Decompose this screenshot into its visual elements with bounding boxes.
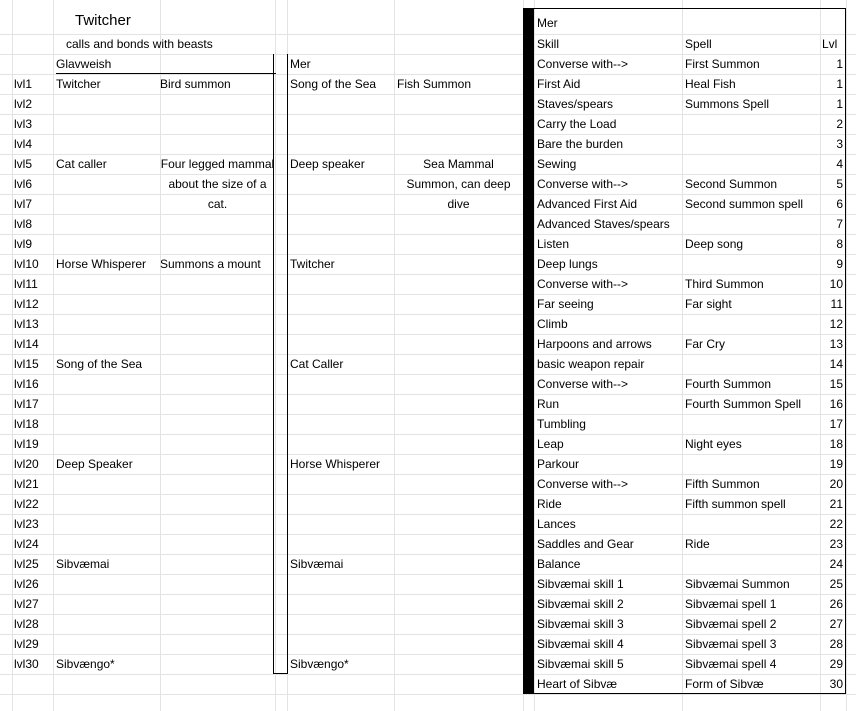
level-label[interactable]: lvl28 <box>14 617 39 631</box>
skill-cell[interactable]: Deep lungs <box>537 257 598 271</box>
skill-cell[interactable]: Heart of Sibvæ <box>537 677 618 691</box>
skill-cell[interactable]: Harpoons and arrows <box>537 337 652 351</box>
skill-cell[interactable]: Balance <box>537 557 581 571</box>
spell-cell[interactable]: First Summon <box>685 57 760 71</box>
skill-cell[interactable]: Converse with--> <box>537 477 629 491</box>
level-label[interactable]: lvl14 <box>14 337 39 351</box>
skill-cell[interactable]: Tumbling <box>537 417 586 431</box>
lvl-cell[interactable]: 29 <box>829 657 843 671</box>
lvl-cell[interactable]: 4 <box>836 157 843 171</box>
lvl-cell[interactable]: 6 <box>836 197 843 211</box>
level-label[interactable]: lvl3 <box>14 117 33 131</box>
lvl-cell[interactable]: 14 <box>829 357 843 371</box>
lvl-cell[interactable]: 1 <box>836 57 843 71</box>
gridline-vertical <box>820 0 821 711</box>
mer-table-right-border <box>845 8 846 694</box>
lvl-cell[interactable]: 21 <box>829 497 843 511</box>
gridline-horizontal <box>0 214 856 215</box>
glavweish-class-note[interactable]: Four legged mammal about the size of a cat. <box>160 157 275 211</box>
level-label[interactable]: lvl6 <box>14 177 33 191</box>
level-label[interactable]: lvl11 <box>14 277 38 291</box>
glavweish-class-name[interactable]: Twitcher <box>56 77 101 91</box>
mer-class-name[interactable]: Horse Whisperer <box>290 457 381 471</box>
gridline-horizontal <box>0 334 856 335</box>
level-label[interactable]: lvl30 <box>14 657 39 671</box>
lvl-cell[interactable]: 18 <box>829 437 843 451</box>
skill-cell[interactable]: Listen <box>537 237 570 251</box>
divider-bottom <box>273 673 288 674</box>
lvl-cell[interactable]: 24 <box>829 557 843 571</box>
lvl-cell[interactable]: 15 <box>829 377 843 391</box>
lvl-cell[interactable]: 25 <box>829 577 843 591</box>
level-label[interactable]: lvl25 <box>14 557 39 571</box>
lvl-cell[interactable]: 30 <box>829 677 843 691</box>
mer-left-header[interactable]: Mer <box>290 57 311 71</box>
gridline-vertical <box>846 0 847 711</box>
gridline-vertical <box>160 0 161 711</box>
mer-class-name[interactable]: Sibvængo* <box>290 657 349 671</box>
spell-cell[interactable]: Far Cry <box>685 337 725 351</box>
skill-cell[interactable]: basic weapon repair <box>537 357 645 371</box>
skill-cell[interactable]: Carry the Load <box>537 117 617 131</box>
spell-cell[interactable]: Deep song <box>685 237 744 251</box>
mer-section-header[interactable]: Mer <box>537 16 558 30</box>
gridline-vertical <box>12 0 13 711</box>
lvl-column-header[interactable]: Lvl <box>822 37 838 51</box>
skill-cell[interactable]: Converse with--> <box>537 57 629 71</box>
thick-black-bar <box>523 8 534 694</box>
lvl-cell[interactable]: 22 <box>829 517 843 531</box>
lvl-cell[interactable]: 10 <box>829 277 843 291</box>
gridline-horizontal <box>0 534 856 535</box>
gridline-vertical <box>275 0 276 711</box>
spell-cell[interactable]: Fourth Summon Spell <box>685 397 802 411</box>
lvl-cell[interactable]: 1 <box>836 77 843 91</box>
level-label[interactable]: lvl5 <box>14 157 33 171</box>
lvl-cell[interactable]: 19 <box>829 457 843 471</box>
skill-cell[interactable]: Climb <box>537 317 568 331</box>
skill-cell[interactable]: Run <box>537 397 560 411</box>
lvl-cell[interactable]: 5 <box>836 177 843 191</box>
glavweish-class-name[interactable]: Sibvængo* <box>56 657 115 671</box>
level-label[interactable]: lvl7 <box>14 197 33 211</box>
spell-cell[interactable]: Heal Fish <box>685 77 736 91</box>
mer-class-name[interactable]: Cat Caller <box>290 357 344 371</box>
spell-cell[interactable]: Night eyes <box>685 437 742 451</box>
mer-class-name[interactable]: Twitcher <box>290 257 335 271</box>
glavweish-class-note[interactable]: Summons a mount <box>160 257 261 271</box>
gridline-vertical <box>534 0 535 711</box>
spell-cell[interactable]: Third Summon <box>685 277 764 291</box>
mer-class-name[interactable]: Sibvæmai <box>290 557 344 571</box>
skill-cell[interactable]: Sibvæmai skill 3 <box>537 617 624 631</box>
spell-cell[interactable]: Fourth Summon <box>685 377 772 391</box>
glavweish-class-note[interactable]: Bird summon <box>160 77 231 91</box>
skill-cell[interactable]: Advanced Staves/spears <box>537 217 670 231</box>
lvl-cell[interactable]: 12 <box>829 317 843 331</box>
spell-cell[interactable]: Fifth summon spell <box>685 497 786 511</box>
lvl-cell[interactable]: 1 <box>836 97 843 111</box>
gridline-horizontal <box>0 414 856 415</box>
glavweish-class-name[interactable]: Sibvæmai <box>56 557 110 571</box>
level-label[interactable]: lvl17 <box>14 397 39 411</box>
lvl-cell[interactable]: 28 <box>829 637 843 651</box>
sheet-subtitle[interactable]: calls and bonds with beasts <box>66 37 213 51</box>
level-label[interactable]: lvl9 <box>14 237 33 251</box>
gridline-horizontal <box>0 134 856 135</box>
skill-cell[interactable]: Leap <box>537 437 564 451</box>
mer-class-note[interactable]: Fish Summon <box>397 77 472 91</box>
level-label[interactable]: lvl12 <box>14 297 39 311</box>
spell-cell[interactable]: Summons Spell <box>685 97 770 111</box>
level-label[interactable]: lvl18 <box>14 417 39 431</box>
spell-cell[interactable]: Sibvæmai spell 1 <box>685 597 777 611</box>
skill-cell[interactable]: Ride <box>537 497 562 511</box>
skill-cell[interactable]: Converse with--> <box>537 177 629 191</box>
level-label[interactable]: lvl16 <box>14 377 39 391</box>
mer-table-top-border <box>534 8 846 9</box>
mer-class-name[interactable]: Song of the Sea <box>290 77 377 91</box>
gridline-horizontal <box>0 314 856 315</box>
lvl-cell[interactable]: 13 <box>829 337 843 351</box>
skill-cell[interactable]: First Aid <box>537 77 581 91</box>
level-label[interactable]: lvl15 <box>14 357 39 371</box>
spell-cell[interactable]: Sibvæmai spell 2 <box>685 617 777 631</box>
lvl-cell[interactable]: 11 <box>830 297 843 311</box>
gridline-horizontal <box>0 554 856 555</box>
spell-cell[interactable]: Fifth Summon <box>685 477 760 491</box>
skill-cell[interactable]: Bare the burden <box>537 137 624 151</box>
lvl-cell[interactable]: 20 <box>829 477 843 491</box>
glavweish-class-name[interactable]: Horse Whisperer <box>56 257 147 271</box>
skill-cell[interactable]: Sibvæmai skill 1 <box>537 577 624 591</box>
level-label[interactable]: lvl10 <box>14 257 39 271</box>
spell-cell[interactable]: Sibvæmai spell 3 <box>685 637 777 651</box>
mer-class-name[interactable]: Deep speaker <box>290 157 365 171</box>
lvl-cell[interactable]: 27 <box>829 617 843 631</box>
gridline-horizontal <box>0 514 856 515</box>
lvl-cell[interactable]: 26 <box>829 597 843 611</box>
lvl-cell[interactable]: 8 <box>836 237 843 251</box>
level-label[interactable]: lvl19 <box>14 437 39 451</box>
gridline-horizontal <box>0 694 856 695</box>
gridline-vertical <box>682 0 683 711</box>
level-label[interactable]: lvl22 <box>14 497 39 511</box>
level-label[interactable]: lvl8 <box>14 217 33 231</box>
spell-cell[interactable]: Form of Sibvæ <box>685 677 764 691</box>
level-label[interactable]: lvl13 <box>14 317 39 331</box>
gridline-vertical <box>394 0 395 711</box>
divider-right <box>287 54 288 674</box>
lvl-cell[interactable]: 7 <box>836 217 843 231</box>
level-label[interactable]: lvl24 <box>14 537 39 551</box>
skill-cell[interactable]: Staves/spears <box>537 97 614 111</box>
lvl-cell[interactable]: 23 <box>829 537 843 551</box>
spell-cell[interactable]: Far sight <box>685 297 732 311</box>
spell-cell[interactable]: Sibvæmai spell 4 <box>685 657 777 671</box>
skill-cell[interactable]: Lances <box>537 517 576 531</box>
lvl-cell[interactable]: 16 <box>829 397 843 411</box>
skill-cell[interactable]: Sibvæmai skill 5 <box>537 657 624 671</box>
skill-cell[interactable]: Saddles and Gear <box>537 537 634 551</box>
skill-cell[interactable]: Advanced First Aid <box>537 197 638 211</box>
mer-class-note[interactable]: Sea Mammal Summon, can deep dive <box>406 157 511 211</box>
skill-cell[interactable]: Converse with--> <box>537 377 629 391</box>
glavweish-class-name[interactable]: Deep Speaker <box>56 457 133 471</box>
sheet-title[interactable]: Twitcher <box>75 12 131 29</box>
spell-cell[interactable]: Second summon spell <box>685 197 804 211</box>
skill-cell[interactable]: Parkour <box>537 457 580 471</box>
lvl-cell[interactable]: 3 <box>836 137 843 151</box>
skill-cell[interactable]: Sewing <box>537 157 577 171</box>
glavweish-class-name[interactable]: Song of the Sea <box>56 357 143 371</box>
gridline-horizontal <box>0 114 856 115</box>
level-label[interactable]: lvl27 <box>14 597 39 611</box>
spell-cell[interactable]: Ride <box>685 537 710 551</box>
skill-cell[interactable]: Sibvæmai skill 4 <box>537 637 624 651</box>
skill-cell[interactable]: Far seeing <box>537 297 594 311</box>
divider-left <box>273 54 274 674</box>
lvl-cell[interactable]: 17 <box>829 417 843 431</box>
spell-column-header[interactable]: Spell <box>685 37 712 51</box>
glavweish-class-name[interactable]: Cat caller <box>56 157 107 171</box>
gridline-vertical <box>53 0 54 711</box>
glavweish-header[interactable]: Glavweish <box>56 57 112 71</box>
level-label[interactable]: lvl20 <box>14 457 39 471</box>
spell-cell[interactable]: Second Summon <box>685 177 778 191</box>
level-label[interactable]: lvl29 <box>14 637 39 651</box>
level-label[interactable]: lvl21 <box>14 477 39 491</box>
spell-cell[interactable]: Sibvæmai Summon <box>685 577 790 591</box>
level-label[interactable]: lvl23 <box>14 517 39 531</box>
level-label[interactable]: lvl1 <box>14 77 33 91</box>
lvl-cell[interactable]: 2 <box>836 117 843 131</box>
level-label[interactable]: lvl26 <box>14 577 39 591</box>
level-label[interactable]: lvl4 <box>14 137 33 151</box>
skill-cell[interactable]: Converse with--> <box>537 277 629 291</box>
lvl-cell[interactable]: 9 <box>836 257 843 271</box>
level-label[interactable]: lvl2 <box>14 97 33 111</box>
skill-cell[interactable]: Sibvæmai skill 2 <box>537 597 624 611</box>
skill-column-header[interactable]: Skill <box>537 37 560 51</box>
